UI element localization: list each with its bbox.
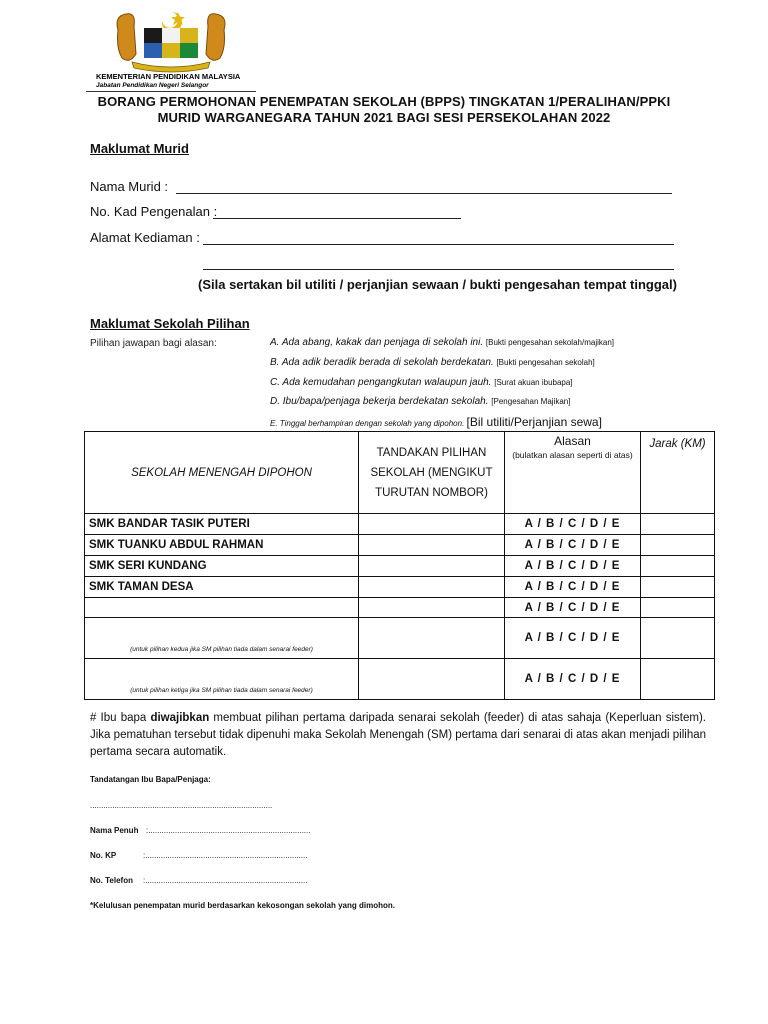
paragraph-prefix: # Ibu bapa [90, 712, 151, 724]
third-choice-note: (untuk pilihan ketiga jika SM pilihan tiada dalam senarai feeder) [130, 686, 313, 694]
parent-obligation-paragraph [90, 710, 706, 761]
header-mark-choice: TANDAKAN PILIHAN SEKOLAH (MENGIKUT TURUTAN NOMBOR) [359, 432, 505, 514]
header-reason-note: (bulatkan alasan seperti di atas) [512, 450, 633, 460]
reason-option-d [270, 396, 570, 407]
ic-line[interactable]: :......................................................................... [143, 851, 308, 860]
reason-option-b-proof: [Bukti pengesahan sekolah] [496, 358, 595, 367]
reason-options-label: Pilihan jawapan bagi alasan: [90, 338, 217, 349]
reason-option-b [270, 357, 595, 368]
school-name-cell[interactable] [85, 598, 359, 618]
form-title-line2: MURID WARGANEGARA TAHUN 2021 BAGI SESI PERSEKOLAHAN 2022 [157, 110, 611, 125]
reason-choice-cell[interactable]: A / B / C / D / E [505, 556, 641, 577]
address-label: Alamat Kediaman : [90, 230, 200, 245]
ic-number-label: No. Kad Pengenalan : [90, 204, 218, 219]
choice-order-cell[interactable] [359, 556, 505, 577]
reason-option-e [270, 415, 602, 429]
table-row [85, 618, 715, 659]
school-name-cell: SMK SERI KUNDANG [85, 556, 359, 577]
header-reason [505, 432, 641, 514]
choice-order-cell[interactable] [359, 618, 505, 659]
reason-option-d-text: D. Ibu/bapa/penjaga bekerja berdekatan sekolah. [270, 396, 489, 407]
logo-divider [86, 91, 256, 92]
ministry-title: KEMENTERIAN PENDIDIKAN MALAYSIA [96, 72, 241, 81]
table-row [85, 598, 715, 618]
distance-cell[interactable] [641, 598, 715, 618]
table-row [85, 577, 715, 598]
distance-cell[interactable] [641, 577, 715, 598]
reason-option-c-text: C. Ada kemudahan pengangkutan walaupun jauh. [270, 377, 492, 388]
distance-cell[interactable] [641, 659, 715, 700]
reason-option-e-proof: [Bil utiliti/Perjanjian sewa] [466, 415, 602, 429]
reason-option-c-proof: [Surat akuan ibubapa] [494, 378, 573, 387]
address-field-line2[interactable] [203, 257, 674, 270]
reason-choice-cell[interactable]: A / B / C / D / E [505, 535, 641, 556]
table-row [85, 556, 715, 577]
header-school: SEKOLAH MENENGAH DIPOHON [85, 432, 359, 514]
fullname-label: Nama Penuh [90, 826, 139, 835]
distance-cell[interactable] [641, 535, 715, 556]
ministry-name [96, 72, 240, 90]
student-info-heading: Maklumat Murid [90, 141, 189, 156]
reason-option-d-proof: [Pengesahan Majikan] [491, 397, 571, 406]
school-name-cell[interactable] [85, 659, 359, 700]
ic-label: No. KP [90, 851, 117, 860]
fullname-line[interactable]: :......................................................................... [146, 826, 311, 835]
ic-number-field[interactable] [213, 206, 461, 219]
school-name-cell: SMK TAMAN DESA [85, 577, 359, 598]
phone-label: No. Telefon [90, 876, 133, 885]
reason-option-e-text: E. Tinggal berhampiran dengan sekolah yang dipohon. [270, 419, 465, 428]
student-name-label: Nama Murid : [90, 179, 169, 194]
distance-cell[interactable] [641, 514, 715, 535]
school-choice-table [84, 431, 715, 700]
choice-order-cell[interactable] [359, 598, 505, 618]
signature-line[interactable]: .................................................................................. [90, 801, 273, 810]
choice-order-cell[interactable] [359, 514, 505, 535]
distance-cell[interactable] [641, 556, 715, 577]
choice-order-cell[interactable] [359, 659, 505, 700]
approval-disclaimer: *Kelulusan penempatan murid berdasarkan kekosongan sekolah yang dimohon. [90, 901, 395, 910]
department-name: Jabatan Pendidikan Negeri Selangor [96, 82, 209, 89]
paragraph-emphasis: diwajibkan [150, 712, 210, 724]
form-title-line1: BORANG PERMOHONAN PENEMPATAN SEKOLAH (BPPS) TINGKATAN 1/PERALIHAN/PPKI [97, 94, 671, 109]
choice-order-cell[interactable] [359, 535, 505, 556]
header-reason-title: Alasan [554, 434, 591, 448]
signature-label: Tandatangan Ibu Bapa/Penjaga: [90, 775, 211, 784]
reason-option-a-proof: [Bukti pengesahan sekolah/majikan] [485, 338, 614, 347]
school-choice-heading: Maklumat Sekolah Pilihan [90, 316, 250, 331]
reason-choice-cell[interactable]: A / B / C / D / E [505, 514, 641, 535]
paragraph-body: membuat pilihan pertama daripada senarai sekolah (feeder) di atas sahaja (Keperluan sistem). Jika pematuhan tersebut tidak dipenuhi maka Sekolah Menengah (SM) pertama dari senarai di atas akan menjadi pilihan pertama secara automatik. [90, 712, 706, 758]
header-distance: Jarak (KM) [641, 432, 715, 514]
choice-order-cell[interactable] [359, 577, 505, 598]
reason-option-c [270, 377, 573, 388]
reason-choice-cell[interactable]: A / B / C / D / E [505, 618, 641, 659]
school-name-cell: SMK BANDAR TASIK PUTERI [85, 514, 359, 535]
table-row [85, 535, 715, 556]
reason-option-a-text: A. Ada abang, kakak dan penjaga di sekolah ini. [270, 337, 484, 348]
table-header-row [85, 432, 715, 514]
reason-option-b-text: B. Ada adik beradik berada di sekolah berdekatan. [270, 357, 494, 368]
reason-choice-cell[interactable]: A / B / C / D / E [505, 659, 641, 700]
school-name-cell[interactable] [85, 618, 359, 659]
address-field-line1[interactable] [203, 232, 674, 245]
student-name-field[interactable] [176, 181, 672, 194]
proof-of-residence-note: (Sila sertakan bil utiliti / perjanjian sewaan / bukti pengesahan tempat tinggal) [198, 277, 677, 292]
school-name-cell: SMK TUANKU ABDUL RAHMAN [85, 535, 359, 556]
phone-line[interactable]: :......................................................................... [143, 876, 308, 885]
reason-option-a [270, 337, 614, 348]
table-row [85, 514, 715, 535]
distance-cell[interactable] [641, 618, 715, 659]
reason-choice-cell[interactable]: A / B / C / D / E [505, 577, 641, 598]
reason-choice-cell[interactable]: A / B / C / D / E [505, 598, 641, 618]
second-choice-note: (untuk pilihan kedua jika SM pilihan tiada dalam senarai feeder) [130, 645, 313, 653]
table-row [85, 659, 715, 700]
